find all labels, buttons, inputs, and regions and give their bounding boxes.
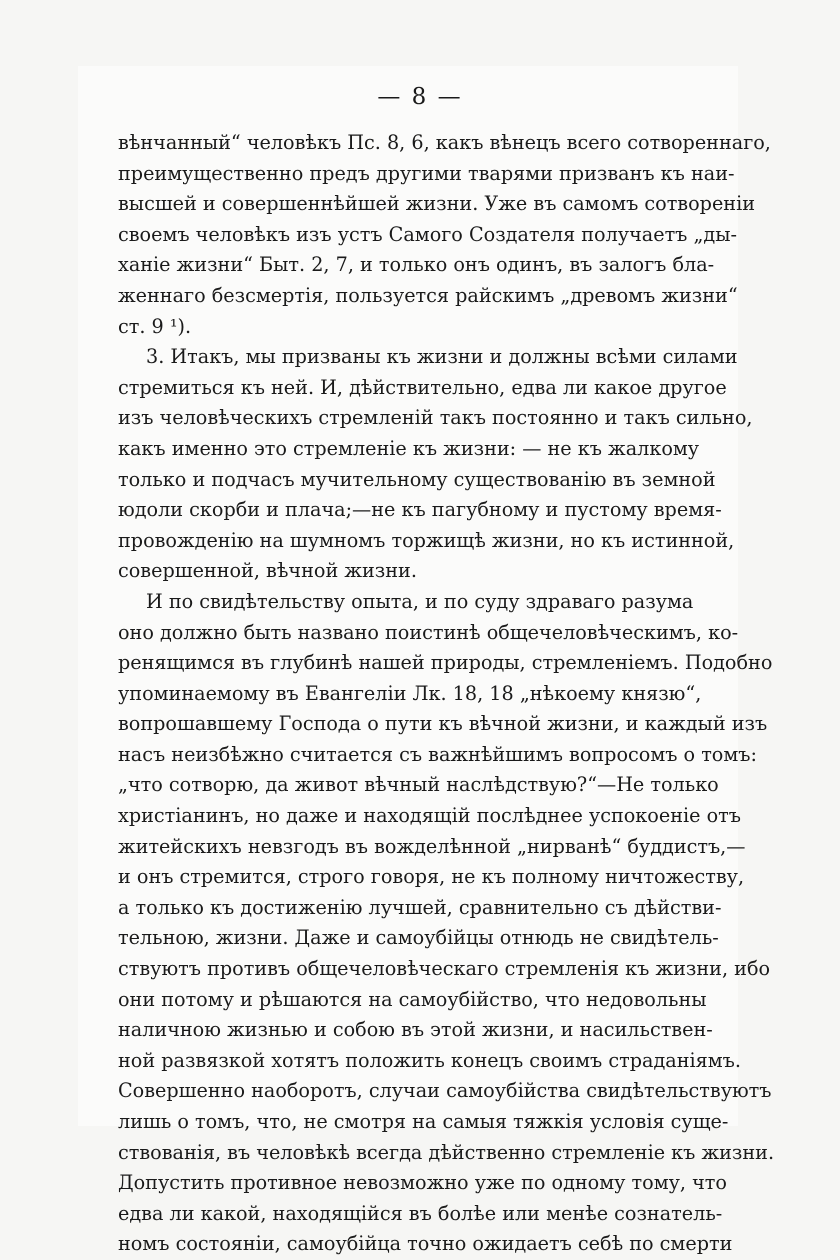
text-line: упоминаемому въ Евангеліи Лк. 18, 18 „нѣкоему князю“, bbox=[118, 681, 702, 705]
text-line: едва ли какой, находящійся въ болѣе или менѣе сознатель- bbox=[118, 1201, 723, 1225]
text-line: стремиться къ ней. И, дѣйствительно, едва ли какое другое bbox=[118, 375, 727, 399]
text-line: только и подчасъ мучительному существованію въ земной bbox=[118, 467, 716, 491]
text-line: христіанинъ, но даже и находящій послѣднее успокоеніе отъ bbox=[118, 804, 741, 828]
text-line: своемъ человѣкъ изъ устъ Самого Создателя получаетъ „ды- bbox=[118, 222, 738, 246]
text-line: номъ состояніи, самоубійца точно ожидаетъ себѣ по смерти bbox=[118, 1232, 733, 1256]
text-line: вѣнчанный“ человѣкъ Пс. 8, 6, какъ вѣнецъ всего сотвореннаго, bbox=[118, 131, 771, 154]
text-line: ной развязкой хотятъ положить конецъ своимъ страданіямъ. bbox=[118, 1048, 741, 1072]
page-number: — 8 — bbox=[377, 84, 463, 110]
text-line: юдоли скорби и плача;—не къ пагубному и пустому время- bbox=[118, 498, 722, 522]
text-line: провожденію на шумномъ торжищѣ жизни, но къ истинной, bbox=[118, 528, 735, 552]
text-line: наличною жизнью и собою въ этой жизни, и насильствен- bbox=[118, 1018, 713, 1042]
body-text bbox=[118, 128, 775, 1260]
text-line: совершенной, вѣчной жизни. bbox=[118, 559, 417, 583]
text-line: Совершенно наоборотъ, случаи самоубійства свидѣтельствуютъ bbox=[118, 1079, 772, 1103]
text-line: а только къ достиженію лучшей, сравнительно съ дѣйстви- bbox=[118, 895, 722, 919]
text-line: Допустить противное невозможно уже по одному тому, что bbox=[118, 1171, 727, 1195]
text-line: „что сотворю, да живот вѣчный наслѣдствую?“—Не только bbox=[118, 773, 719, 797]
text-line: ствуютъ противъ общечеловѣческаго стремленія къ жизни, ибо bbox=[118, 957, 771, 981]
text-line: ханіе жизни“ Быт. 2, 7, и только онъ одинъ, въ залогъ бла- bbox=[118, 253, 715, 277]
text-line: изъ человѣческихъ стремленій такъ постоянно и такъ сильно, bbox=[118, 406, 753, 430]
text-line: житейскихъ невзгодъ въ вожделѣнной „нирванѣ“ буддистъ,— bbox=[118, 834, 746, 858]
text-line: оно должно быть названо поистинѣ общечеловѣческимъ, ко- bbox=[118, 620, 739, 644]
text-line: высшей и совершеннѣйшей жизни. Уже въ самомъ сотвореніи bbox=[118, 192, 756, 216]
text-line: лишь о томъ, что, не смотря на самыя тяжкія условія суще- bbox=[118, 1110, 729, 1133]
text-line: 3. Итакъ, мы призваны къ жизни и должны всѣми силами bbox=[146, 345, 738, 369]
text-line: преимущественно предъ другими тварями призванъ къ наи- bbox=[118, 161, 735, 185]
text-line: ренящимся въ глубинѣ нашей природы, стремленіемъ. Подобно bbox=[118, 651, 773, 675]
text-line: какъ именно это стремленіе къ жизни: — не къ жалкому bbox=[118, 436, 700, 460]
text-line: вопрошавшему Господа о пути къ вѣчной жизни, и каждый изъ bbox=[118, 712, 768, 736]
text-line: и онъ стремится, строго говоря, не къ полному ничтожеству, bbox=[118, 865, 745, 889]
text-line: женнаго безсмертія, пользуется райскимъ „древомъ жизни“ bbox=[118, 283, 738, 307]
text-line: тельною, жизни. Даже и самоубійцы отнюдь не свидѣтель- bbox=[118, 926, 719, 950]
text-line: насъ неизбѣжно считается съ важнѣйшимъ вопросомъ о томъ: bbox=[118, 742, 757, 766]
text-line: ствованія, въ человѣкѣ всегда дѣйственно стремленіе къ жизни. bbox=[118, 1140, 775, 1164]
text-line: ст. 9 ¹). bbox=[118, 314, 192, 338]
text-line: они потому и рѣшаются на самоубійство, что недовольны bbox=[118, 987, 707, 1011]
text-line: И по свидѣтельству опыта, и по суду здраваго разума bbox=[146, 589, 694, 613]
